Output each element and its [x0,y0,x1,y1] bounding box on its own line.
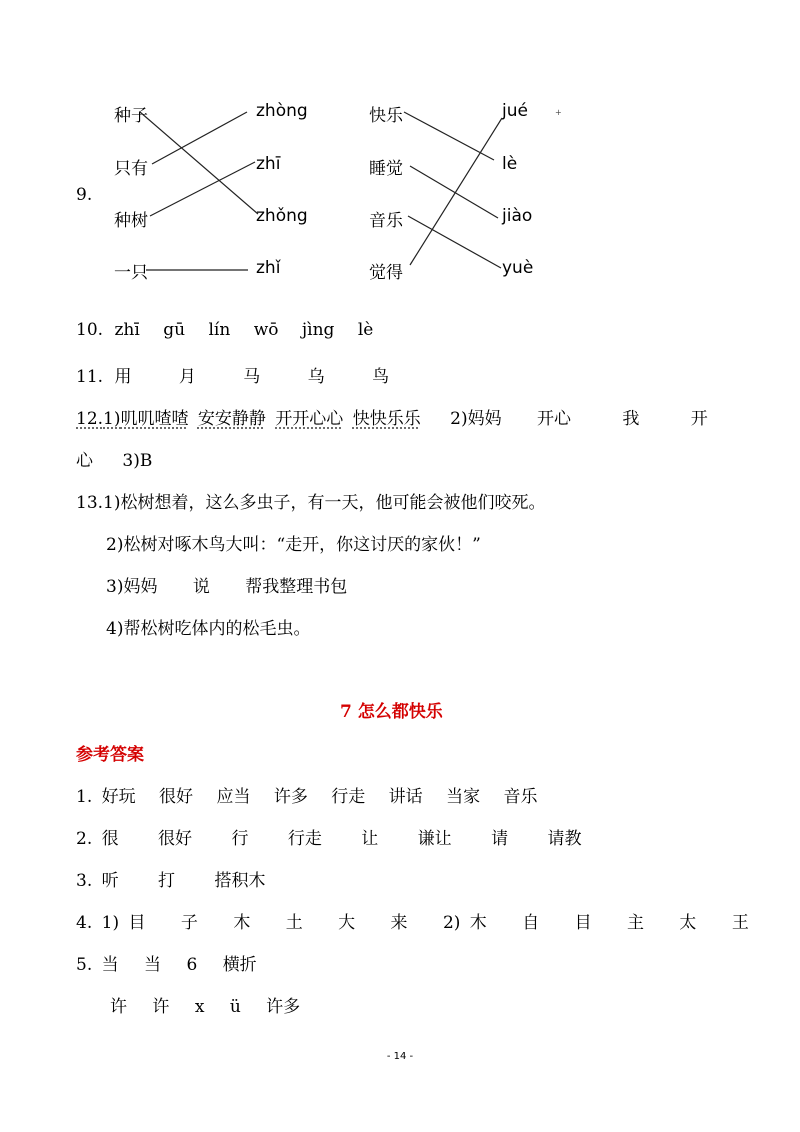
answer-item: 目 [574,913,592,933]
question-number: 4. [76,913,93,933]
match-pinyin: jué [502,101,528,121]
match-word: 只有 [114,159,148,179]
answer-item: 让 [361,829,379,849]
answer-item: 许 [110,997,127,1017]
question-13-part3 [106,572,347,597]
pinyin-item: jìng [301,320,335,340]
part-label: 1) [101,913,120,933]
answer-item: 安安静静 [197,409,266,429]
answer-item: 马 [243,367,261,387]
question-number: 2. [76,829,93,849]
question-number: 11. [76,367,104,387]
answer-item: 木 [469,913,487,933]
match-pinyin: zhòng [256,101,308,121]
answer-item: 横折 [222,955,257,975]
match-word: 一只 [114,263,148,283]
question-number: 12. [76,409,104,429]
question-number: 9. [76,185,93,205]
match-word: 种树 [114,211,148,231]
answer-item: 行走 [287,829,322,849]
pinyin-item: lín [208,320,231,340]
match-pinyin: jiào [502,206,533,226]
answer-item: 开开心心 [275,409,344,429]
answer-item: 好玩 [101,787,136,807]
answer-item: 用 [114,367,132,387]
question-12-continued [76,446,152,471]
answer-4 [76,908,749,933]
answer-item: 开心 [536,409,571,429]
answer-item: x [194,997,205,1017]
question-13-part4 [106,614,310,639]
answer-item: 自 [522,913,540,933]
match-pinyin: zhǐ [256,258,281,278]
pinyin-item: zhī [114,320,140,340]
match-word: 睡觉 [369,159,403,179]
answer-5-continued [110,992,300,1017]
answer-item: 开 [690,409,708,429]
match-line [140,112,258,214]
answer-1 [76,782,537,807]
answer-item: 许多 [266,997,301,1017]
pinyin-item: gū [163,320,186,340]
match-line [410,166,498,218]
answer-item: 当 [144,955,162,975]
answer-item: 3)B [122,451,153,471]
answer-item: 目 [128,913,146,933]
pinyin-item: lè [357,320,374,340]
pinyin-item: wō [253,320,279,340]
answer-item: 行走 [331,787,366,807]
match-line [408,216,501,268]
answer-item: 应当 [216,787,251,807]
match-pinyin: lè [502,154,518,174]
match-pinyin: zhī [256,154,281,174]
answer-3 [76,866,265,891]
match-word: 觉得 [369,263,403,283]
answer-item: 叽叽喳喳 [120,409,189,429]
answer-item: 搭积木 [214,871,266,891]
match-word: 快乐 [369,106,403,126]
question-13-part2 [106,530,481,555]
answer-item: 许 [152,997,170,1017]
answer-item: 谦让 [417,829,452,849]
answer-item: 鸟 [372,367,390,387]
match-pinyin: yuè [502,258,534,278]
question-10 [76,320,373,340]
part-label: 2) [450,409,468,429]
part-label: 1) [103,409,121,429]
answer-item: 行 [231,829,249,849]
answer-item: 许多 [273,787,308,807]
answer-item: 月 [178,367,196,387]
answer-item: 请教 [547,829,582,849]
answer-item: 打 [158,871,176,891]
answer-item: 讲话 [388,787,423,807]
answer-item: 当 [101,955,119,975]
answer-item: 请 [491,829,509,849]
match-word: 音乐 [369,211,403,231]
page-number: - 14 - [386,1051,414,1062]
match-word: 种子 [114,106,148,126]
answer-2 [76,824,581,849]
answer-item: 太 [679,913,697,933]
answer-item: 很好 [159,787,194,807]
answer-item: 主 [627,913,645,933]
answer-item: 心 [76,451,93,471]
question-13 [76,488,546,513]
answer-item: 土 [285,913,303,933]
match-pinyin: zhǒng [256,206,308,226]
part-label: 2) [442,913,461,933]
matching-lines [0,0,800,300]
stray-mark: + [555,108,562,117]
answer-item: 当家 [446,787,481,807]
answer-item: 2)松树对啄木鸟大叫：“走开，你这讨厌的家伙！” [106,535,481,555]
answer-item: 来 [390,913,408,933]
match-line [150,162,255,216]
answer-item: 4)帮松树吃体内的松毛虫。 [106,619,311,639]
answer-item: 很 [101,829,119,849]
answer-item: 大 [338,913,356,933]
answer-item: ü [229,997,241,1017]
answer-item: 6 [186,955,198,975]
answer-item: 听 [101,871,119,891]
answer-item: 木 [233,913,251,933]
answer-item: 1)松树想着，这么多虫子，有一天，他可能会被他们咬死。 [103,493,546,513]
question-number: 5. [76,955,93,975]
answer-item: 音乐 [503,787,538,807]
answer-item: 子 [180,913,198,933]
answer-item: 快快乐乐 [352,409,421,429]
question-12 [76,404,708,429]
answer-item: 3)妈妈 [106,577,158,597]
answer-5 [76,950,257,975]
answer-item: 说 [192,577,210,597]
answer-item: 很好 [158,829,193,849]
answer-item: 妈妈 [467,409,502,429]
answer-heading: 参考答案 [76,745,144,765]
answer-item: 我 [622,409,640,429]
question-number: 1. [76,787,93,807]
answer-item: 王 [731,913,749,933]
question-11 [76,362,389,387]
question-number: 13. [76,493,104,513]
answer-item: 乌 [307,367,325,387]
section-title: 7 怎么都快乐 [340,702,443,722]
question-number: 3. [76,871,93,891]
question-number: 10. [76,320,104,340]
match-line [152,112,247,164]
answer-item: 帮我整理书包 [245,577,348,597]
